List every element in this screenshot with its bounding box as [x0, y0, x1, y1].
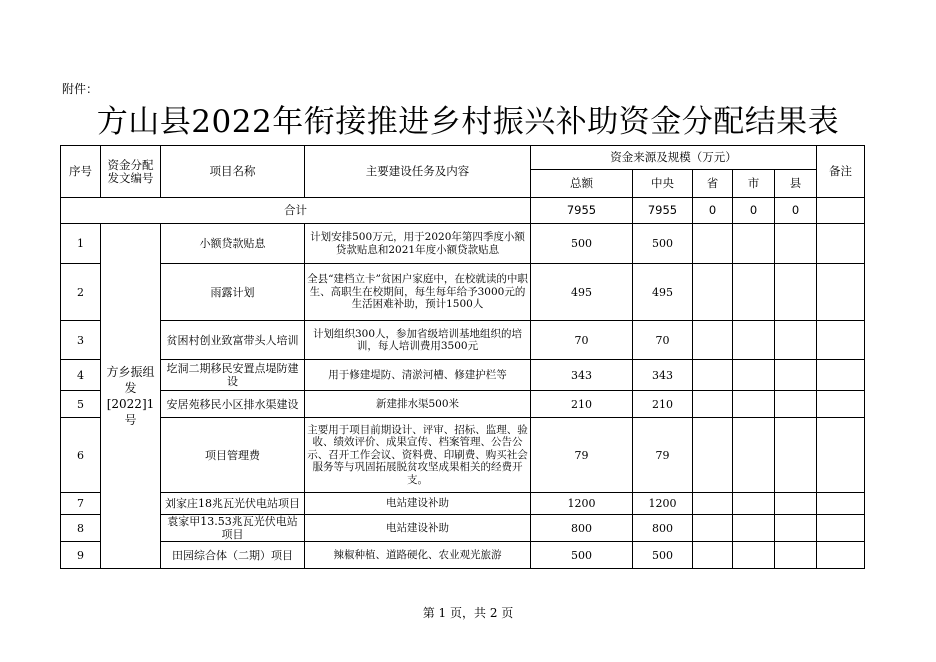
summary-total: 7955 — [531, 198, 633, 224]
row-county — [775, 391, 817, 418]
table-row — [61, 493, 865, 515]
row-city — [733, 493, 775, 515]
row-central: 210 — [633, 391, 693, 418]
header-doc-no: 资金分配发文编号 — [101, 146, 161, 198]
row-project-name: 项目管理费 — [161, 418, 305, 493]
row-county — [775, 542, 817, 569]
row-seq: 7 — [61, 493, 101, 515]
row-city — [733, 391, 775, 418]
row-central: 1200 — [633, 493, 693, 515]
page-footer: 第 1 页，共 2 页 — [422, 606, 514, 620]
row-project-name: 刘家庄18兆瓦光伏电站项目 — [161, 493, 305, 515]
row-county — [775, 418, 817, 493]
row-province — [693, 224, 733, 264]
attachment-label: 附件： — [62, 82, 99, 96]
row-project-name: 田园综合体（二期）项目 — [161, 542, 305, 569]
row-province — [693, 542, 733, 569]
row-central: 79 — [633, 418, 693, 493]
table-row — [61, 515, 865, 542]
header-seq: 序号 — [61, 146, 101, 198]
row-project-name: 雨露计划 — [161, 264, 305, 321]
row-province — [693, 264, 733, 321]
row-project-name: 小额贷款贴息 — [161, 224, 305, 264]
row-central: 343 — [633, 360, 693, 391]
table-row — [61, 418, 865, 493]
table-row — [61, 360, 865, 391]
summary-label: 合计 — [61, 198, 531, 224]
row-task: 用于修建堤防、清淤河槽、修建护栏等 — [305, 360, 531, 391]
row-seq: 9 — [61, 542, 101, 569]
row-county — [775, 321, 817, 360]
row-project-name: 贫困村创业致富带头人培训 — [161, 321, 305, 360]
row-task: 电站建设补助 — [305, 493, 531, 515]
row-province — [693, 360, 733, 391]
table-row — [61, 542, 865, 569]
header-total: 总额 — [531, 170, 633, 198]
row-seq: 5 — [61, 391, 101, 418]
fund-allocation-table — [60, 145, 865, 569]
row-central: 70 — [633, 321, 693, 360]
row-remarks — [817, 321, 865, 360]
summary-row — [61, 198, 865, 224]
header-remarks: 备注 — [817, 146, 865, 198]
row-task: 电站建设补助 — [305, 515, 531, 542]
row-total: 495 — [531, 264, 633, 321]
summary-remarks — [817, 198, 865, 224]
row-county — [775, 493, 817, 515]
table-row — [61, 264, 865, 321]
row-city — [733, 418, 775, 493]
row-task: 计划组织300人，参加省级培训基地组织的培训，每人培训费用3500元 — [305, 321, 531, 360]
table-row — [61, 224, 865, 264]
row-province — [693, 515, 733, 542]
row-task: 辣椒种植、道路硬化、农业观光旅游 — [305, 542, 531, 569]
row-city — [733, 515, 775, 542]
summary-central: 7955 — [633, 198, 693, 224]
row-project-name: 袁家甲13.53兆瓦光伏电站项目 — [161, 515, 305, 542]
row-remarks — [817, 224, 865, 264]
row-central: 800 — [633, 515, 693, 542]
table-row — [61, 321, 865, 360]
table-row — [61, 391, 865, 418]
summary-county: 0 — [775, 198, 817, 224]
header-fund-source: 资金来源及规模（万元） — [531, 146, 817, 170]
summary-city: 0 — [733, 198, 775, 224]
row-central: 495 — [633, 264, 693, 321]
row-seq: 6 — [61, 418, 101, 493]
row-remarks — [817, 542, 865, 569]
row-county — [775, 224, 817, 264]
row-total: 70 — [531, 321, 633, 360]
row-central: 500 — [633, 224, 693, 264]
row-seq: 2 — [61, 264, 101, 321]
row-task: 计划安排500万元，用于2020年第四季度小额贷款贴息和2021年度小额贷款贴息 — [305, 224, 531, 264]
row-central: 500 — [633, 542, 693, 569]
row-province — [693, 493, 733, 515]
row-remarks — [817, 418, 865, 493]
row-task: 主要用于项目前期设计、评审、招标、监理、验收、绩效评价、成果宣传、档案管理、公告公示、召开工作会议、资料费、印刷费、购买社会服务等与巩固拓展脱贫攻坚成果相关的经费开支。 — [305, 418, 531, 493]
summary-province: 0 — [693, 198, 733, 224]
row-total: 210 — [531, 391, 633, 418]
header-province: 省 — [693, 170, 733, 198]
row-province — [693, 391, 733, 418]
row-province — [693, 321, 733, 360]
row-total: 1200 — [531, 493, 633, 515]
doc-number: 方乡振组发[2022]1号 — [101, 224, 161, 569]
header-main-task: 主要建设任务及内容 — [305, 146, 531, 198]
row-county — [775, 515, 817, 542]
row-remarks — [817, 493, 865, 515]
row-total: 343 — [531, 360, 633, 391]
row-total: 800 — [531, 515, 633, 542]
row-city — [733, 264, 775, 321]
row-seq: 1 — [61, 224, 101, 264]
row-seq: 3 — [61, 321, 101, 360]
row-seq: 4 — [61, 360, 101, 391]
header-city: 市 — [733, 170, 775, 198]
row-total: 500 — [531, 224, 633, 264]
row-task: 全县“建档立卡”贫困户家庭中，在校就读的中职生、高职生在校期间，每生每年给予3000元的生活困难补助，预计1500人 — [305, 264, 531, 321]
row-city — [733, 321, 775, 360]
row-total: 79 — [531, 418, 633, 493]
row-city — [733, 360, 775, 391]
row-county — [775, 360, 817, 391]
page-title: 方山县2022年衔接推进乡村振兴补助资金分配结果表 — [96, 104, 840, 140]
row-remarks — [817, 391, 865, 418]
row-project-name: 圪洞二期移民安置点堤防建设 — [161, 360, 305, 391]
row-remarks — [817, 264, 865, 321]
row-seq: 8 — [61, 515, 101, 542]
row-county — [775, 264, 817, 321]
row-city — [733, 542, 775, 569]
row-total: 500 — [531, 542, 633, 569]
row-remarks — [817, 515, 865, 542]
row-project-name: 安居苑移民小区排水渠建设 — [161, 391, 305, 418]
header-central: 中央 — [633, 170, 693, 198]
header-county: 县 — [775, 170, 817, 198]
row-province — [693, 418, 733, 493]
row-city — [733, 224, 775, 264]
header-project-name: 项目名称 — [161, 146, 305, 198]
row-remarks — [817, 360, 865, 391]
row-task: 新建排水渠500米 — [305, 391, 531, 418]
